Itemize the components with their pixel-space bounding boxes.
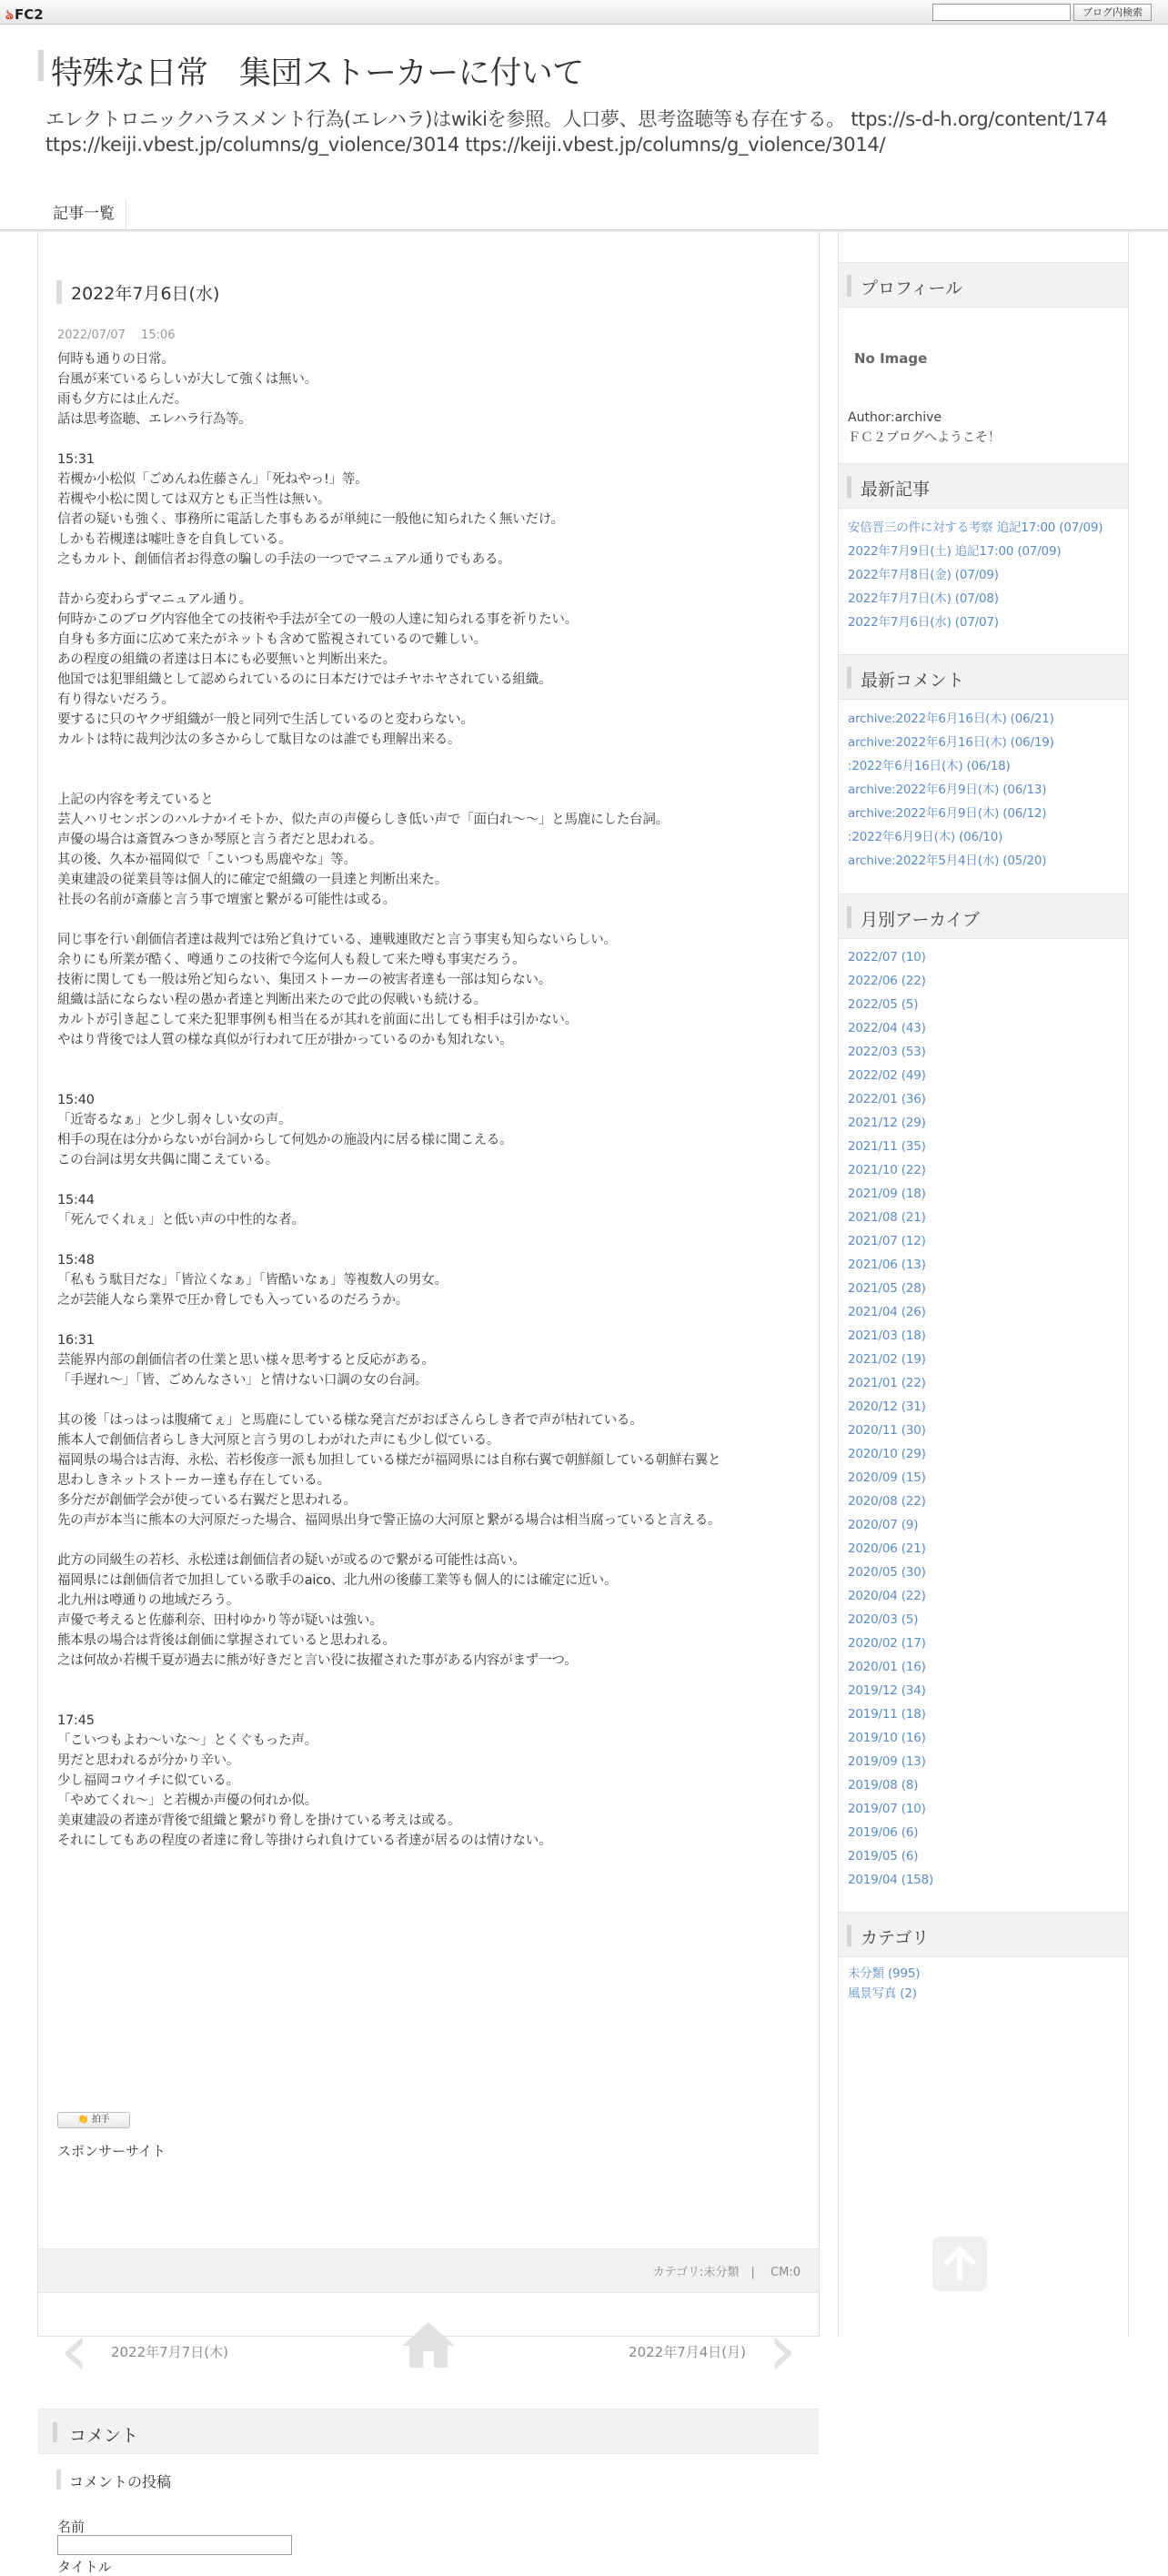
profile-no-image: No Image: [854, 350, 928, 367]
description-line-2: ttps://keiji.vbest.jp/columns/g_violence/3014 ttps://keiji.vbest.jp/columns/g_violence/3014/: [45, 134, 886, 156]
post-blank-line: [57, 1691, 812, 1711]
post-line: 其の後、久本か福岡似で「こいつも馬鹿やな」等。: [57, 853, 357, 867]
recent-post-link[interactable]: 2022年7月7日(木) (07/08): [848, 591, 999, 606]
post-line: この台詞は男女共偶に聞こえている。: [57, 1153, 279, 1167]
post-line: カルトが引き起こして来た犯罪事例も相当在るが其れを前面に出しても相手は引かない。: [57, 1013, 578, 1027]
recent-comments-heading: 最新コメント: [861, 671, 965, 691]
archive-month-link[interactable]: 2020/06 (21): [848, 1541, 926, 1556]
comment-heading: コメント: [69, 2426, 139, 2446]
recent-comments-accent: [847, 667, 851, 689]
recent-post-link[interactable]: 2022年7月8日(金) (07/09): [848, 568, 999, 582]
recent-comments-list: [848, 707, 1125, 873]
recent-comment-link[interactable]: archive:2022年6月16日(木) (06/21): [848, 712, 1054, 726]
post-line: 之が芸能人なら業界で圧か脅しでも入っているのだろうか。: [57, 1293, 409, 1308]
post-line: 少し福岡コウイチに似ている。: [57, 1773, 239, 1788]
next-post-link[interactable]: 2022年7月4日(月): [629, 2344, 746, 2360]
post-line: 話は思考盗聴、エレハラ行為等。: [57, 412, 252, 427]
post-line: 北九州は噂通りの地域だろう。: [57, 1593, 240, 1608]
archive-month-link[interactable]: 2022/07 (10): [848, 950, 926, 965]
post-line: 美東建設の従業員等は個人的に確定で組織の一員達と判断出来た。: [57, 873, 448, 887]
recent-posts-heading: 最新記事: [861, 480, 931, 500]
archives-heading: 月別アーカイブ: [861, 910, 980, 930]
archive-month-link[interactable]: 2022/04 (43): [848, 1021, 926, 1035]
name-input[interactable]: [57, 2535, 292, 2555]
archive-month-link[interactable]: 2020/02 (17): [848, 1636, 926, 1651]
post-blank-line: [57, 1050, 812, 1070]
post-line: 声優の場合は斎賀みつきか琴原と言う者だと思われる。: [57, 833, 383, 847]
post-line: 其の後「はっはっは腹痛てぇ」と馬鹿にしている様な発言だがおばさんらしき者で声が枯れている。: [57, 1413, 643, 1428]
post-line: 熊本県の場合は背後は創価に掌握されていると思われる。: [57, 1633, 396, 1648]
post-line: 「近寄るなぁ」と少し弱々しい女の声。: [57, 1113, 292, 1127]
post-pager: [38, 2292, 819, 2409]
recent-comment-link[interactable]: archive:2022年6月9日(木) (06/13): [848, 783, 1047, 797]
profile-author: [848, 408, 1001, 448]
post-line: 「こいつもよわ～いな～」とくぐもった声。: [57, 1733, 317, 1748]
post-line: 信者の疑いも強く、事務所に電話した事もあるが単純に一般他に知られたく無いだけ。: [57, 512, 564, 527]
archive-month-link[interactable]: 2022/03 (53): [848, 1045, 926, 1059]
recent-comment-link[interactable]: :2022年6月9日(木) (06/10): [848, 830, 1003, 844]
post-line: 余りにも所業が酷く、噂通りこの技術で今迄何人も殺して来た噂も事実だろう。: [57, 953, 526, 967]
archive-month-link[interactable]: 2021/02 (19): [848, 1352, 926, 1367]
post-line: 男だと思われるが分かり辛い。: [57, 1753, 240, 1768]
home-icon[interactable]: [400, 2318, 457, 2369]
post-line: 「手遅れ～」「皆、ごめんなさい」と情けない口調の女の台詞。: [57, 1373, 428, 1388]
post-line: 何時かこのブログ内容他全ての技術や手法が全ての一般の人達に知られる事を祈りたい。: [57, 612, 578, 627]
archives-header: [839, 894, 1128, 939]
post-body: [57, 349, 812, 1851]
post-line: 17:45: [57, 1713, 95, 1728]
archive-month-link[interactable]: 2021/09 (18): [848, 1187, 926, 1201]
chevron-right-icon[interactable]: ›: [768, 2308, 797, 2392]
post-blank-line: [57, 1310, 812, 1330]
post-title[interactable]: 2022年7月6日(水): [71, 284, 220, 304]
post-blank-line: [57, 1170, 812, 1190]
post-blank-line: [57, 910, 812, 930]
post-line: 芸人ハリセンボンのハルナかイモトか、似た声の声優らしき低い声で「面白れ～～」と馬鹿にした台詞。: [57, 813, 669, 827]
post-line: あの程度の組織の者達は日本にも必要無いと判断出来た。: [57, 652, 396, 667]
blog-search-input[interactable]: [932, 4, 1071, 21]
post-line: 福岡県には創価信者で加担している歌手のaico、北九州の後藤工業等も個人的には確定に近い。: [57, 1573, 618, 1588]
recent-posts-accent: [847, 476, 851, 498]
archive-month-link[interactable]: 2019/12 (34): [848, 1683, 926, 1698]
description-line-1: エレクトロニックハラスメント行為(エレハラ)はwikiを参照。人口夢、思考盗聴等も存在する。 ttps://s-d-h.org/content/174: [45, 108, 1108, 130]
post-line: 芸能界内部の創価信者の仕業と思い様々思考すると反応がある。: [57, 1353, 435, 1368]
archive-month-link[interactable]: 2021/10 (22): [848, 1163, 926, 1177]
main-content: [37, 232, 820, 2575]
post-line: 16:31: [57, 1333, 95, 1348]
post-blank-line: [57, 1671, 812, 1691]
chevron-left-icon[interactable]: ‹: [60, 2308, 89, 2392]
comment-heading-accent: [53, 2422, 57, 2442]
categories-heading: カテゴリ: [861, 1928, 930, 1948]
post-line: 雨も夕方には止んだ。: [57, 392, 187, 407]
recent-comment-link[interactable]: archive:2022年6月16日(木) (06/19): [848, 735, 1054, 750]
profile-heading-accent: [847, 275, 851, 297]
post-title-accent: [56, 280, 62, 304]
author-name: Author:archive: [848, 410, 941, 425]
clap-icon: 👏: [77, 2115, 89, 2125]
archive-month-link[interactable]: 2021/07 (12): [848, 1234, 926, 1248]
fc2-logo-text: FC2: [15, 6, 44, 23]
archive-month-link[interactable]: 2022/01 (36): [848, 1092, 926, 1106]
clap-label: 拍手: [91, 2115, 110, 2125]
blog-description: [45, 106, 1155, 157]
archive-month-link[interactable]: 2022/06 (22): [848, 974, 926, 988]
archive-month-link[interactable]: 2019/09 (13): [848, 1754, 926, 1769]
categories-header: [839, 1912, 1128, 1957]
recent-post-link[interactable]: 2022年7月9日(土) 追記17:00 (07/09): [848, 544, 1062, 559]
archive-month-link[interactable]: 2019/08 (8): [848, 1778, 919, 1793]
post-line: 之は何故か若槻千夏が過去に熊が好きだと言い役に抜擢された事がある内容がまず一つ。: [57, 1653, 578, 1668]
post-line: 先の声が本当に熊本の大河原だった場合、福岡県出身で警正協の大河原と繋がる場合は相当腐っていると言える。: [57, 1513, 721, 1528]
post-line: 社長の名前が斎藤と言う事で壇蜜と繋がる可能性は或る。: [57, 893, 396, 907]
post-blank-line: [57, 429, 812, 450]
recent-posts-header: [839, 463, 1128, 509]
post-line: 15:31: [57, 452, 95, 467]
name-label: 名前: [57, 2519, 86, 2535]
post-line: 組織は話にならない程の愚か者達と判断出来たので此の侭戦いも続ける。: [57, 993, 487, 1007]
post-blank-line: [57, 750, 812, 770]
post-blank-line: [57, 1230, 812, 1250]
category-link[interactable]: 未分類 (995): [848, 1966, 921, 1981]
archive-month-link[interactable]: 2020/03 (5): [848, 1612, 919, 1627]
post-line: 福岡県の場合は吉海、永松、若杉俊彦一派も加担している様だが福岡県には自称右翼で朝鮮顔している朝鮮右翼と: [57, 1453, 721, 1468]
sponsor-site-heading: スポンサーサイト: [57, 2143, 166, 2159]
recent-post-link[interactable]: 安倍晋三の件に対する考察 追記17:00 (07/09): [848, 520, 1103, 535]
blog-title[interactable]: 特殊な日常 集団ストーカーに付いて: [51, 56, 584, 92]
archives-list: [848, 945, 1125, 1892]
archive-month-link[interactable]: 2021/06 (13): [848, 1258, 926, 1272]
archive-month-link[interactable]: 2022/05 (5): [848, 997, 919, 1012]
archive-month-link[interactable]: 2019/11 (18): [848, 1707, 926, 1722]
archive-month-link[interactable]: 2020/01 (16): [848, 1660, 926, 1674]
post-line: 昔から変わらずマニュアル通り。: [57, 592, 252, 607]
post-blank-line: [57, 570, 812, 590]
archive-month-link[interactable]: 2021/03 (18): [848, 1328, 926, 1343]
post-line: 「私もう駄目だな」「皆泣くなぁ」「皆酷いなぁ」等複数人の男女。: [57, 1273, 448, 1288]
post-line: 有り得ないだろう。: [57, 692, 175, 707]
archive-month-link[interactable]: 2020/11 (30): [848, 1423, 926, 1438]
post-line: 15:40: [57, 1093, 95, 1107]
title-accent-bar: [38, 50, 44, 81]
comment-form-title: コメントの投稿: [69, 2473, 172, 2490]
archive-month-link[interactable]: 2020/08 (22): [848, 1494, 926, 1509]
recent-comment-link[interactable]: archive:2022年6月9日(木) (06/12): [848, 806, 1047, 821]
post-line: 「死んでくれぇ」と低い声の中性的な者。: [57, 1213, 305, 1227]
archive-month-link[interactable]: 2019/07 (10): [848, 1802, 926, 1816]
post-line: 「やめてくれ～」と若槻か声優の何れか似。: [57, 1793, 317, 1808]
post-line: 之もカルト、創価信者お得意の騙しの手法の一つでマニュアル通りでもある。: [57, 552, 511, 567]
category-link[interactable]: 風景写真 (2): [848, 1985, 917, 2001]
welcome-text: ＦＣ２ブログへようこそ！: [848, 430, 1001, 445]
archive-month-link[interactable]: 2019/06 (6): [848, 1825, 919, 1840]
post-line: 上記の内容を考えていると: [57, 793, 214, 807]
post-line: 他国では犯罪組織として認められているのに日本だけではチヤホヤされている組織。: [57, 672, 552, 687]
archive-month-link[interactable]: 2019/04 (158): [848, 1873, 934, 1887]
post-line: 美東建設の者達が背後で組織と繋がり脅しを掛けている考えは或る。: [57, 1813, 461, 1828]
prev-post-link[interactable]: 2022年7月7日(木): [111, 2344, 228, 2360]
sidebar: [838, 232, 1129, 2337]
archive-month-link[interactable]: 2021/01 (22): [848, 1376, 926, 1390]
post-line: 思わしきネットストーカー達も存在している。: [57, 1473, 330, 1488]
post-line: 声優で考えると佐藤利奈、田村ゆかり等が疑いは強い。: [57, 1613, 383, 1628]
comment-form-accent: [56, 2470, 61, 2490]
archive-month-link[interactable]: 2020/12 (31): [848, 1399, 926, 1414]
recent-post-link[interactable]: 2022年7月6日(水) (07/07): [848, 615, 999, 630]
blog-header: [0, 25, 1168, 229]
post-line: やはり背後では人質の様な真似が行われて圧が掛かっているのかも知れない。: [57, 1033, 513, 1047]
archive-month-link[interactable]: 2020/10 (29): [848, 1447, 926, 1461]
post-blank-line: [57, 1530, 812, 1551]
post-blank-line: [57, 1070, 812, 1090]
post-line: 台風が来ているらしいが大して強くは無い。: [57, 372, 317, 387]
clap-button[interactable]: [57, 2112, 130, 2128]
fc2-logo-icon: ঌ: [5, 6, 15, 23]
post-line: しかも若槻達は嘘吐きを自負している。: [57, 532, 292, 547]
archive-month-link[interactable]: 2021/04 (26): [848, 1305, 926, 1319]
recent-comment-link[interactable]: :2022年6月16日(木) (06/18): [848, 759, 1011, 773]
fc2-toolbar: [0, 0, 1168, 25]
post-line: 要するに只のヤクザ組織が一般と同列で生活しているのと変わらない。: [57, 712, 474, 727]
post-line: 相手の現在は分からないが台詞からして何処かの施設内に居る様に聞こえる。: [57, 1133, 513, 1147]
title-label: タイトル: [57, 2559, 112, 2575]
profile-heading: プロフィール: [861, 278, 963, 298]
post-line: 技術に関しても一般は殆ど知らない、集団ストーカーの被害者達も一部は知らない。: [57, 973, 552, 987]
archive-month-link[interactable]: 2021/08 (21): [848, 1210, 926, 1225]
archive-month-link[interactable]: 2021/11 (35): [848, 1139, 926, 1154]
categories-accent: [847, 1924, 851, 1946]
archive-month-link[interactable]: 2019/05 (6): [848, 1849, 919, 1864]
post-line: カルトは特に裁判沙汰の多さからして駄目なのは誰でも理解出来る。: [57, 732, 461, 747]
post-line: 多分だが創価学会が使っている右翼だと思われる。: [57, 1493, 357, 1508]
post-blank-line: [57, 1390, 812, 1410]
post-line: 若槻や小松に関しては双方とも正当性は無い。: [57, 492, 331, 507]
post-line: 15:44: [57, 1193, 95, 1207]
back-to-top-icon[interactable]: [932, 2237, 987, 2291]
archive-month-link[interactable]: 2021/05 (28): [848, 1281, 926, 1296]
post-line: 15:48: [57, 1253, 95, 1268]
post-line: 同じ事を行い創価信者達は裁判では殆ど負けている、連戦連敗だと言う事実も知らないらしい。: [57, 933, 617, 947]
post-meta[interactable]: カテゴリ:未分類 | CM:0: [652, 2266, 800, 2279]
archive-month-link[interactable]: 2019/10 (16): [848, 1731, 926, 1745]
archive-month-link[interactable]: 2021/12 (29): [848, 1116, 926, 1130]
archive-month-link[interactable]: 2022/02 (49): [848, 1068, 926, 1083]
post-line: 此方の同級生の若杉、永松達は創価信者の疑いが或るので繋がる可能性は高い。: [57, 1553, 526, 1568]
post-line: 自身も多方面に広めて来たがネットも含めて監視されているので難しい。: [57, 632, 487, 647]
recent-posts-list: [848, 516, 1125, 634]
blog-search-button[interactable]: ブログ内検索: [1073, 4, 1152, 21]
recent-comment-link[interactable]: archive:2022年5月4日(水) (05/20): [848, 854, 1047, 868]
comment-section-header: [38, 2409, 819, 2454]
recent-comments-header: [839, 654, 1128, 700]
post-line: 何時も通りの日常。: [57, 352, 175, 367]
nav-article-list[interactable]: 記事一覧: [42, 199, 126, 229]
archive-month-link[interactable]: 2020/05 (30): [848, 1565, 926, 1580]
post-date: 2022/07/07 15:06: [57, 328, 176, 342]
post-footer: [38, 2248, 819, 2292]
post-line: 若槻か小松似「ごめんね佐藤さん」「死ねやっ!」等。: [57, 472, 368, 487]
categories-list: [848, 1965, 1125, 2004]
post-line: 熊本人で創価信者らしき大河原と言う男のしわがれた声にも少し似ている。: [57, 1433, 500, 1448]
archive-month-link[interactable]: 2020/07 (9): [848, 1518, 919, 1532]
profile-header: [839, 262, 1128, 308]
post-blank-line: [57, 770, 812, 790]
archives-accent: [847, 906, 851, 928]
archive-month-link[interactable]: 2020/04 (22): [848, 1589, 926, 1603]
post-line: それにしてもあの程度の者達に脅し等掛けられ負けている者達が居るのは情けない。: [57, 1834, 552, 1848]
archive-month-link[interactable]: 2020/09 (15): [848, 1470, 926, 1485]
